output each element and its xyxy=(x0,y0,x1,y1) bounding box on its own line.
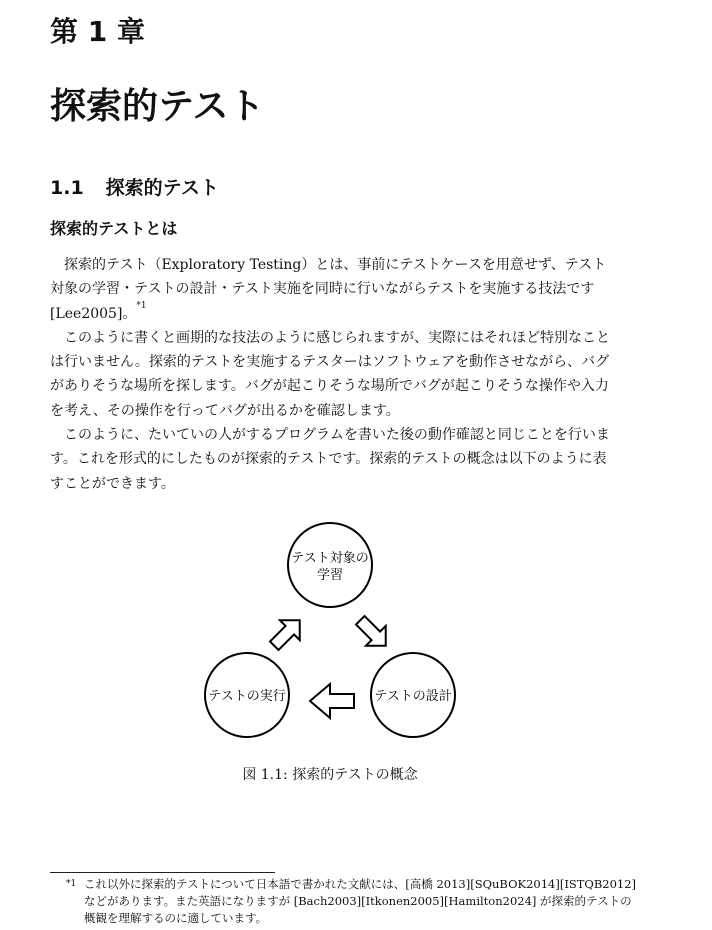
subsection-heading: 探索的テストとは xyxy=(50,219,178,238)
section-title: 探索的テスト xyxy=(105,177,219,199)
footnote-line: などがあります。また英語になりますが [Bach2003][Itkonen2005][Hamilton2024] が探索的テストの xyxy=(84,894,632,908)
paragraph-line: このように、たいていの人がするプログラムを書いた後の動作確認と同じことを行いま xyxy=(64,427,610,444)
paragraph-line xyxy=(50,302,620,326)
chapter-title: 探索的テスト xyxy=(50,86,265,127)
footnote-line: 概観を理解するのに適しています。 xyxy=(84,911,268,925)
exploratory-testing-cycle-diagram xyxy=(195,515,465,745)
footnote-line: これ以外に探索的テストについて日本語で書かれた文献には、[高橋 2013][SQuBOK2014][ISTQB2012] xyxy=(84,877,637,891)
citation-text: [Lee2005]。 xyxy=(50,305,137,322)
paragraph-line: 対象の学習・テストの設計・テスト実施を同時に行いながらテストを実施する技法です xyxy=(50,281,595,298)
paragraph-line: は行いません。探索的テストを実施するテスターはソフトウェアを動作させながら、バグ xyxy=(50,354,610,371)
figure-caption: 図 1.1: 探索的テストの概念 xyxy=(242,767,418,783)
paragraph-line: を考え、その操作を行ってバグが出るかを確認します。 xyxy=(50,402,400,419)
arrow-right-down-icon xyxy=(350,610,395,655)
section-number: 1.1 xyxy=(50,177,84,199)
node-execution-label: テストの実行 xyxy=(208,689,286,704)
node-learning xyxy=(288,523,372,607)
paragraph-line: 探索的テスト（Exploratory Testing）とは、事前にテストケースを用意せず、テスト xyxy=(64,257,607,273)
node-learning-label-2: 学習 xyxy=(316,568,344,583)
section-heading xyxy=(50,173,219,200)
paragraph-line: がありそうな場所を探します。バグが起こりそうな場所でバグが起こりそうな操作や入力 xyxy=(50,378,609,395)
arrow-left-icon xyxy=(310,684,354,718)
node-learning-label: テスト対象の xyxy=(291,551,369,566)
node-design xyxy=(371,653,455,737)
paragraph-line: すことができます。 xyxy=(50,475,175,492)
body-text xyxy=(50,253,620,496)
footnote-ref[interactable]: *1 xyxy=(136,300,147,311)
chapter-number: 第 1 章 xyxy=(50,15,145,48)
footnote xyxy=(66,876,636,927)
paragraph-line: す。これを形式的にしたものが探索的テストです。探索的テストの概念は以下のように表 xyxy=(50,451,607,468)
footnote-mark: *1 xyxy=(66,879,77,889)
paragraph-line: このように書くと画期的な技法のように感じられますが、実際にはそれほど特別なこと xyxy=(64,329,610,346)
footnote-divider xyxy=(50,872,275,873)
node-design-label: テストの設計 xyxy=(374,689,452,704)
arrow-right-up-icon xyxy=(264,610,309,655)
node-execution xyxy=(205,653,289,737)
